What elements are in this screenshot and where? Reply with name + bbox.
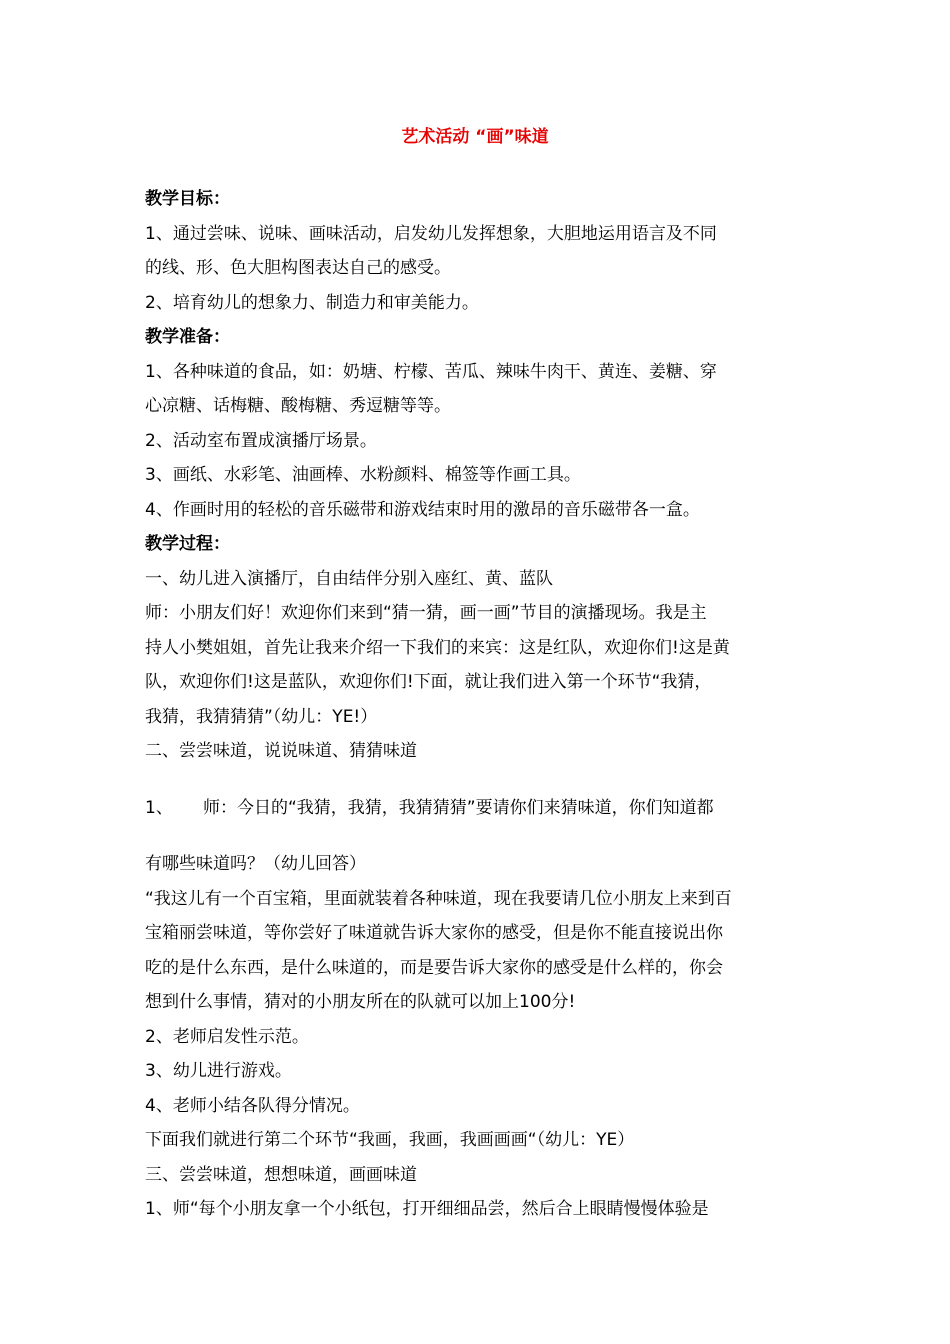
paragraph-line: 宝箱丽尝味道，等你尝好了味道就告诉大家你的感受，但是你不能直接说出你 (145, 923, 723, 943)
paragraph-line: 2、活动室布置成演播厅场景。 (145, 430, 377, 451)
paragraph-line: 三、尝尝味道，想想味道，画画味道 (145, 1164, 417, 1185)
paragraph-line: 2、培育幼儿的想象力、制造力和审美能力。 (145, 292, 479, 313)
paragraph-line: 1、通过尝味、说味、画味活动，启发幼儿发挥想象，大胆地运用语言及不同 (145, 223, 717, 244)
paragraph-line: 队，欢迎你们!这是蓝队，欢迎你们!下面，就让我们进入第一个环节“我猜， (145, 672, 712, 692)
paragraph-line: 二、尝尝味道，说说味道、猜猜味道 (145, 741, 417, 761)
paragraph-line: “我这儿有一个百宝箱，里面就装着各种味道，现在我要请几位小朋友上来到百 (145, 888, 732, 909)
paragraph-line: 师：小朋友们好！欢迎你们来到“猜一猜，画一画”节目的演播现场。我是主 (145, 603, 707, 623)
paragraph-line: 持人小樊姐姐，首先让我来介绍一下我们的来宾：这是红队，欢迎你们!这是黄 (145, 637, 730, 658)
paragraph-line: 一、幼儿进入演播厅，自由结伴分别入座红、黄、蓝队 (145, 568, 553, 589)
paragraph-gap (145, 825, 815, 847)
paragraph-line: 3、画纸、水彩笔、油画棒、水粉颜料、棉签等作画工具。 (145, 465, 581, 485)
section-heading-goals: 教学目标： (145, 189, 230, 209)
paragraph-line: 3、幼儿进行游戏。 (145, 1061, 292, 1081)
paragraph-line: 4、作画时用的轻松的音乐磁带和游戏结束时用的激昂的音乐磁带各一盒。 (145, 499, 700, 520)
paragraph-line: 下面我们就进行第二个环节“我画，我画，我画画画“（幼儿：YE） (145, 1130, 635, 1150)
paragraph-line: 有哪些味道吗？（幼儿回答） (145, 854, 366, 874)
list-number: 1、 (145, 797, 173, 818)
paragraph-line: 的线、形、色大胆构图表达自己的感受。 (145, 258, 451, 278)
paragraph-line: 吃的是什么东西，是什么味道的，而是要告诉大家你的感受是什么样的，你会 (145, 957, 723, 978)
document-body (145, 182, 815, 1227)
paragraph-line: 我猜，我猜猜猜”（幼儿：YE!） (145, 706, 378, 727)
paragraph-line: 心凉糖、话梅糖、酸梅糖、秀逗糖等等。 (145, 396, 451, 416)
section-heading-process: 教学过程： (145, 534, 230, 554)
document-title: 艺术活动 “画”味道 (401, 127, 549, 147)
paragraph-gap (145, 769, 815, 791)
paragraph-line: 1、师“每个小朋友拿一个小纸包，打开细细品尝，然后合上眼睛慢慢体验是 (145, 1199, 709, 1219)
section-heading-preparation: 教学准备： (145, 327, 230, 347)
paragraph-line: 想到什么事情，猜对的小朋友所在的队就可以加上100分! (145, 992, 576, 1012)
paragraph-line: 2、老师启发性示范。 (145, 1026, 309, 1047)
paragraph-line: 4、老师小结各队得分情况。 (145, 1095, 360, 1116)
paragraph-line: 1、各种味道的食品，如：奶塘、柠檬、苦瓜、辣味牛肉干、黄连、姜糖、穿 (145, 361, 717, 382)
numbered-paragraph-line (145, 791, 815, 826)
list-text: 师：今日的“我猜，我猜，我猜猜猜”要请你们来猜味道，你们知道都 (203, 797, 714, 818)
